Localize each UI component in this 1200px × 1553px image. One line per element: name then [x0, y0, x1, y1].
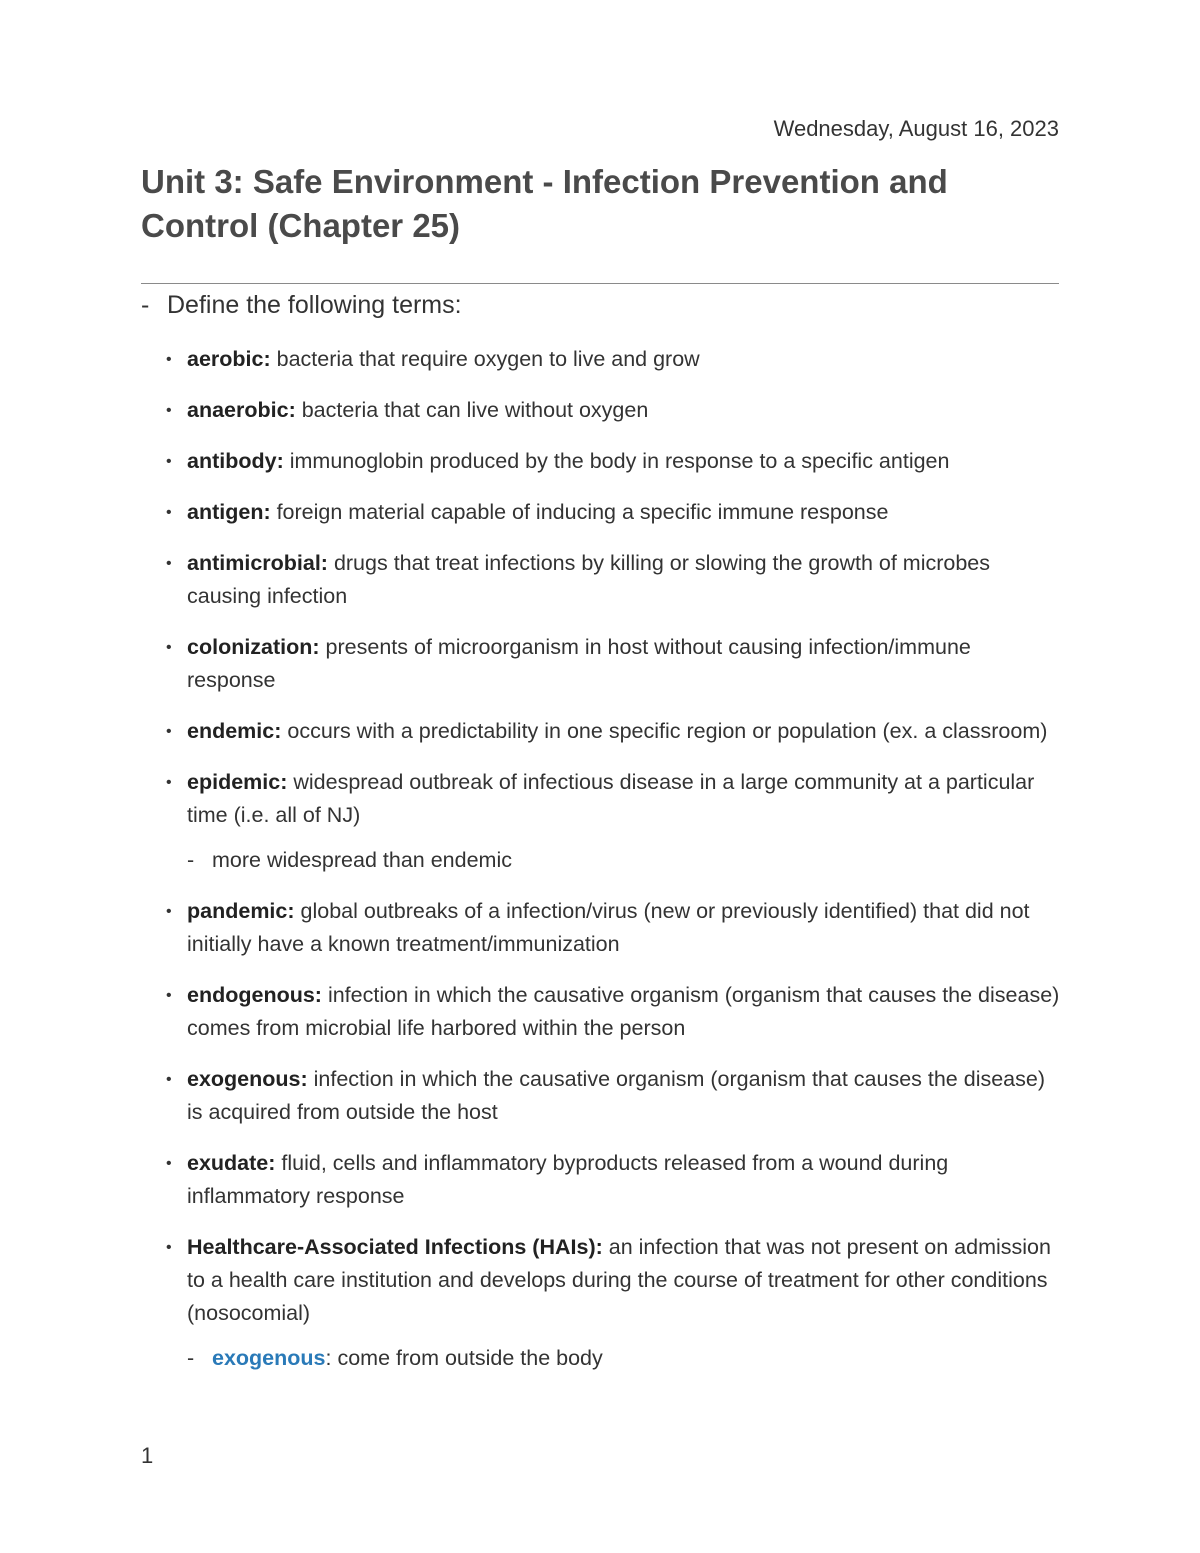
term-definition: bacteria that can live without oxygen — [295, 398, 649, 422]
term-name: exogenous: — [187, 1067, 308, 1091]
bullet-icon: • — [166, 504, 172, 521]
list-item — [160, 1147, 1060, 1213]
term-definition: bacteria that require oxygen to live and grow — [270, 347, 700, 371]
list-item — [160, 547, 1060, 613]
section-dash: - — [141, 291, 150, 319]
section-heading-text: Define the following terms: — [167, 291, 462, 319]
term-definition: infection in which the causative organism (organism that causes the disease) is acquired from outside the host — [187, 1067, 1046, 1124]
bullet-icon: • — [166, 723, 172, 740]
bullet-icon: • — [166, 351, 172, 368]
list-item — [160, 895, 1060, 961]
term-name: exudate: — [187, 1151, 276, 1175]
term-name: endemic: — [187, 719, 282, 743]
bullet-icon: • — [166, 903, 172, 920]
list-item — [160, 445, 1060, 478]
term-definition: widespread outbreak of infectious disease in a large community at a particular time (i.e. all of NJ) — [187, 770, 1035, 827]
list-item — [160, 979, 1060, 1045]
list-item — [160, 1231, 1060, 1375]
list-item — [160, 631, 1060, 697]
term-name: endogenous: — [187, 983, 322, 1007]
sub-item — [187, 844, 1060, 877]
term-name: aerobic: — [187, 347, 271, 371]
list-item — [160, 715, 1060, 748]
term-name: colonization: — [187, 635, 320, 659]
highlighted-term: exogenous — [212, 1346, 326, 1370]
bullet-icon: • — [166, 1155, 172, 1172]
term-name: Healthcare-Associated Infections (HAIs): — [187, 1235, 603, 1259]
list-item — [160, 343, 1060, 376]
term-definition: immunoglobin produced by the body in response to a specific antigen — [283, 449, 950, 473]
list-item — [160, 496, 1060, 529]
bullet-icon: • — [166, 1071, 172, 1088]
title-divider — [141, 283, 1059, 284]
term-definition: presents of microorganism in host without causing infection/immune response — [187, 635, 971, 692]
term-definition: infection in which the causative organism (organism that causes the disease) comes from microbial life harbored within the person — [187, 983, 1060, 1040]
page-title: Unit 3: Safe Environment - Infection Prevention and Control (Chapter 25) — [141, 163, 948, 244]
section-heading — [141, 289, 462, 321]
sub-item-text: more widespread than endemic — [212, 848, 512, 872]
term-definition: occurs with a predictability in one specific region or population (ex. a classroom) — [281, 719, 1048, 743]
terms-list — [160, 343, 1060, 1393]
term-definition: global outbreaks of a infection/virus (new or previously identified) that did not initially have a known treatment/immunization — [187, 899, 1030, 956]
sub-dash: - — [187, 1346, 195, 1370]
bullet-icon: • — [166, 774, 172, 791]
page-number: 1 — [141, 1443, 154, 1468]
sub-item-text: : come from outside the body — [325, 1346, 603, 1370]
term-definition: foreign material capable of inducing a specific immune response — [270, 500, 889, 524]
list-item — [160, 766, 1060, 877]
term-name: antibody: — [187, 449, 284, 473]
term-definition: fluid, cells and inflammatory byproducts released from a wound during inflammatory response — [187, 1151, 949, 1208]
bullet-icon: • — [166, 555, 172, 572]
bullet-icon: • — [166, 453, 172, 470]
term-name: antimicrobial: — [187, 551, 328, 575]
list-item — [160, 394, 1060, 427]
bullet-icon: • — [166, 987, 172, 1004]
sub-dash: - — [187, 848, 195, 872]
bullet-icon: • — [166, 1239, 172, 1256]
bullet-icon: • — [166, 402, 172, 419]
bullet-icon: • — [166, 639, 172, 656]
term-name: epidemic: — [187, 770, 288, 794]
sub-item — [187, 1342, 1060, 1375]
list-item — [160, 1063, 1060, 1129]
term-definition: drugs that treat infections by killing or slowing the growth of microbes causing infection — [187, 551, 991, 608]
term-definition: an infection that was not present on admission to a health care institution and develops during the course of treatment for other conditions (nosocomial) — [187, 1235, 1051, 1325]
document-date: Wednesday, August 16, 2023 — [773, 116, 1059, 141]
term-name: anaerobic: — [187, 398, 296, 422]
term-name: pandemic: — [187, 899, 295, 923]
term-name: antigen: — [187, 500, 271, 524]
